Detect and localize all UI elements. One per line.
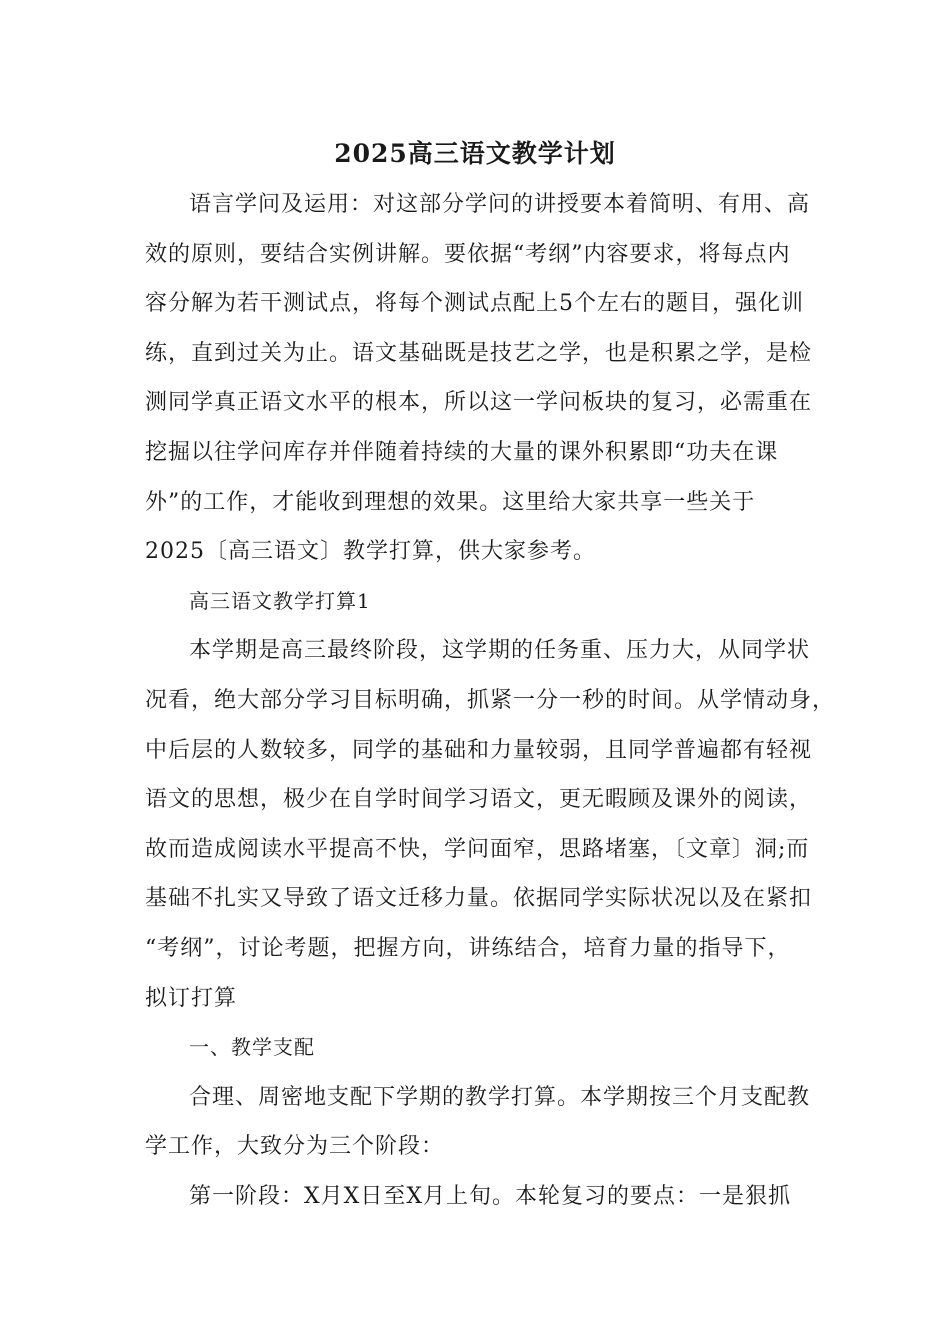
- paragraph-line: 练，直到过关为止。语文基础既是技艺之学，也是积累之学，是检: [145, 340, 813, 366]
- paragraph-line: 拟订打算: [145, 985, 238, 1011]
- paragraph-line: 基础不扎实又导致了语文迁移力量。依据同学实际状况以及在紧扣: [145, 886, 813, 912]
- paragraph-line: 故而造成阅读水平提高不快，学问面窄，思路堵塞，〔文章〕洞;而: [145, 836, 810, 862]
- paragraph-line: 中后层的人数较多，同学的基础和力量较弱，且同学普遍都有轻视: [145, 737, 813, 763]
- paragraph-line: 外”的工作，才能收到理想的效果。这里给大家共享一些关于: [145, 489, 756, 515]
- paragraph-line: 容分解为若干测试点，将每个测试点配上5个左右的题目，强化训: [145, 291, 804, 317]
- document-body: [145, 180, 836, 1221]
- paragraph-line: 2025〔高三语文〕教学打算，供大家参考。: [145, 539, 596, 565]
- paragraph-line: 学工作，大致分为三个阶段：: [145, 1134, 445, 1160]
- section-heading: 高三语文教学打算1: [189, 588, 371, 613]
- paragraph-line: 测同学真正语文水平的根本，所以这一学问板块的复习，必需重在: [145, 390, 813, 416]
- paragraph-line: 语言学问及运用：对这部分学问的讲授要本着简明、有用、高: [189, 192, 811, 217]
- section-heading: 一、教学支配: [189, 1035, 315, 1060]
- paragraph-line: 合理、周密地支配下学期的教学打算。本学期按三个月支配教: [189, 1084, 811, 1110]
- paragraph-line: 语文的思想，极少在自学时间学习语文，更无暇顾及课外的阅读，: [145, 787, 813, 813]
- document-title: 2025高三语文教学计划: [334, 139, 616, 168]
- paragraph-line: 第一阶段：X月X日至X月上旬。本轮复习的要点：一是狠抓: [189, 1183, 791, 1209]
- paragraph-line: 本学期是高三最终阶段，这学期的任务重、压力大，从同学状: [189, 638, 811, 664]
- paragraph-line: 况看，绝大部分学习目标明确，抓紧一分一秒的时间。从学情动身，: [145, 687, 836, 713]
- paragraph-line: 挖掘以往学问库存并伴随着持续的大量的课外积累即“功夫在课: [145, 439, 779, 465]
- paragraph-line: 效的原则，要结合实例讲解。要依据“考纲”内容要求，将每点内: [145, 241, 791, 267]
- paragraph-line: “考纲”，讨论考题，把握方向，讲练结合，培育力量的指导下，: [145, 935, 791, 961]
